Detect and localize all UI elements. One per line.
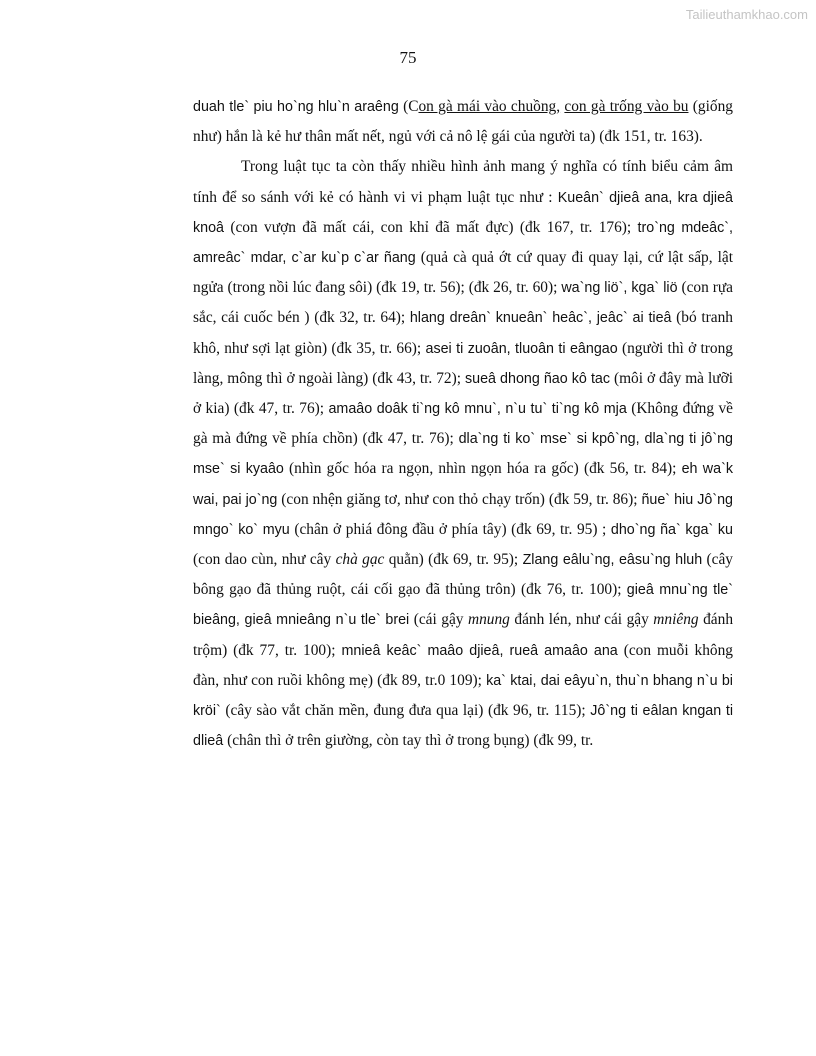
text-run: (quả cà quả ớt cứ quay đi quay lại, cứ lật sấp, lật ngửa (trong nồi lúc đang sôi) (đk 19, tr. 56); (đk 26, tr. 60); <box>193 249 733 297</box>
ede-phrase: duah tle` piu ho`ng hlu`n araêng <box>193 99 399 115</box>
text-run: (con vượn đã mất cái, con khỉ đã mất đực) (đk 167, tr. 176); <box>224 218 638 236</box>
watermark: Tailieuthamkhao.com <box>685 7 808 22</box>
ede-phrase: Jô`ng ti eâlan kngan ti dlieâ <box>193 703 734 750</box>
ede-phrase: wa`ng liö`, kga` liö <box>561 280 678 297</box>
text-run: (cái gậy <box>409 611 468 629</box>
ede-phrase: asei ti zuoân, tluoân ti eângao <box>425 340 618 357</box>
text-run: đánh trộm) (đk 77, tr. 100); <box>193 611 734 659</box>
ede-phrase: Kueân` djieâ ana, kra djieâ knoâ <box>193 189 733 236</box>
ede-phrase: tro`ng mdeâc`, amreâc` mdar, c`ar ku`p c`ar ñang <box>193 219 733 267</box>
ede-phrase: dla`ng ti ko` mse` si kpô`ng, dla`ng ti jô`ng mse` si kyaâo <box>193 431 733 478</box>
paragraph-1 <box>193 92 733 152</box>
text-run: (Không đứng về gà mà đứng về phía chồn) (đk 47, tr. 76); <box>193 400 733 448</box>
ede-phrase: hlang dreân` knueân` heâc`, jeâc` ai tieâ <box>409 310 672 327</box>
text-run: con gà trống vào bu <box>564 98 689 115</box>
ede-phrase: eh wa`k wai, pai jo`ng <box>193 461 733 508</box>
ede-phrase: amaâo doâk ti`ng kô mnu`, n`u tu` ti`ng kô mja <box>328 401 627 418</box>
text-run: (giống như) hắn là kẻ hư thân mất nết, ngủ với cả nô lệ gái của người ta) (đk 151, tr. 163). <box>193 98 733 146</box>
text-run: (cây sào vắt chăn mền, đung đưa qua lại) (đk 96, tr. 115); <box>220 702 591 720</box>
body-text <box>193 92 733 756</box>
text-run: (con nhện giăng tơ, như con thỏ chạy trốn) (đk 59, tr. 86); <box>277 490 642 508</box>
text-run: on gà mái vào chuồng, <box>418 98 561 115</box>
text-run: đánh lén, như cái gậy <box>509 611 654 629</box>
text-run: (người thì ở trong làng, mông thì ở ngoài làng) (đk 43, tr. 72); <box>193 339 733 387</box>
page-number: 75 <box>399 48 417 67</box>
text-run: (con rựa sắc, cái cuốc bén ) (đk 32, tr. 64); <box>193 279 734 327</box>
text-run: quằn) (đk 69, tr. 95); <box>384 551 523 569</box>
text-run: (chân thì ở trên giường, còn tay thì ở trong bụng) (đk 99, tr. <box>223 732 594 750</box>
text-run: mniêng <box>653 611 699 629</box>
text-run: Trong luật tục ta còn thấy nhiều hình ảnh mang ý nghĩa có tính biểu cảm âm tính để so sánh với kẻ có hành vi vi phạm luật tục như : <box>193 158 733 206</box>
text-run: (môi ở đây mà lưỡi ở kia) (đk 47, tr. 76); <box>193 369 733 418</box>
ede-phrase: dho`ng ña` kga` ku <box>610 521 734 538</box>
text-run: (cây bông gạo đã thủng ruột, cái cối gạo đã thủng trôn) (đk 76, tr. 100); <box>193 551 734 599</box>
paragraph-2 <box>193 152 733 756</box>
ede-phrase: ñue` hiu Jô`ng mngo` ko` myu <box>193 491 733 538</box>
text-run: mnung <box>467 611 510 629</box>
ede-phrase: sueâ dhong ñao kô tac <box>464 370 611 387</box>
text-run: chà gạc <box>335 551 385 569</box>
ede-phrase: ka` ktai, dai eâyu`n, thu`n bhang n`u bi kröi` <box>193 672 733 720</box>
ede-phrase: Zlang eâlu`ng, eâsu`ng hluh <box>522 552 703 569</box>
text-run: (nhìn gốc hóa ra ngọn, nhìn ngọn hóa ra gốc) (đk 56, tr. 84); <box>283 460 682 478</box>
text-run: (con dao cùn, như cây <box>193 551 336 569</box>
ede-phrase: mnieâ keâc` maâo djieâ, rueâ amaâo ana <box>341 642 618 659</box>
text-run: (chân ở phiá đông đầu ở phía tây) (đk 69, tr. 95) ; <box>289 520 611 538</box>
text-run: (bó tranh khô, như sợi lạt giòn) (đk 35, tr. 66); <box>193 309 733 357</box>
text-run: (con muỗi không đàn, như con ruồi không mẹ) (đk 89, tr.0 109); <box>193 641 733 689</box>
text-run: (C <box>398 98 419 115</box>
ede-phrase: gieâ mnu`ng tle` bieâng, gieâ mnieâng n`u tle` brei <box>193 582 734 629</box>
